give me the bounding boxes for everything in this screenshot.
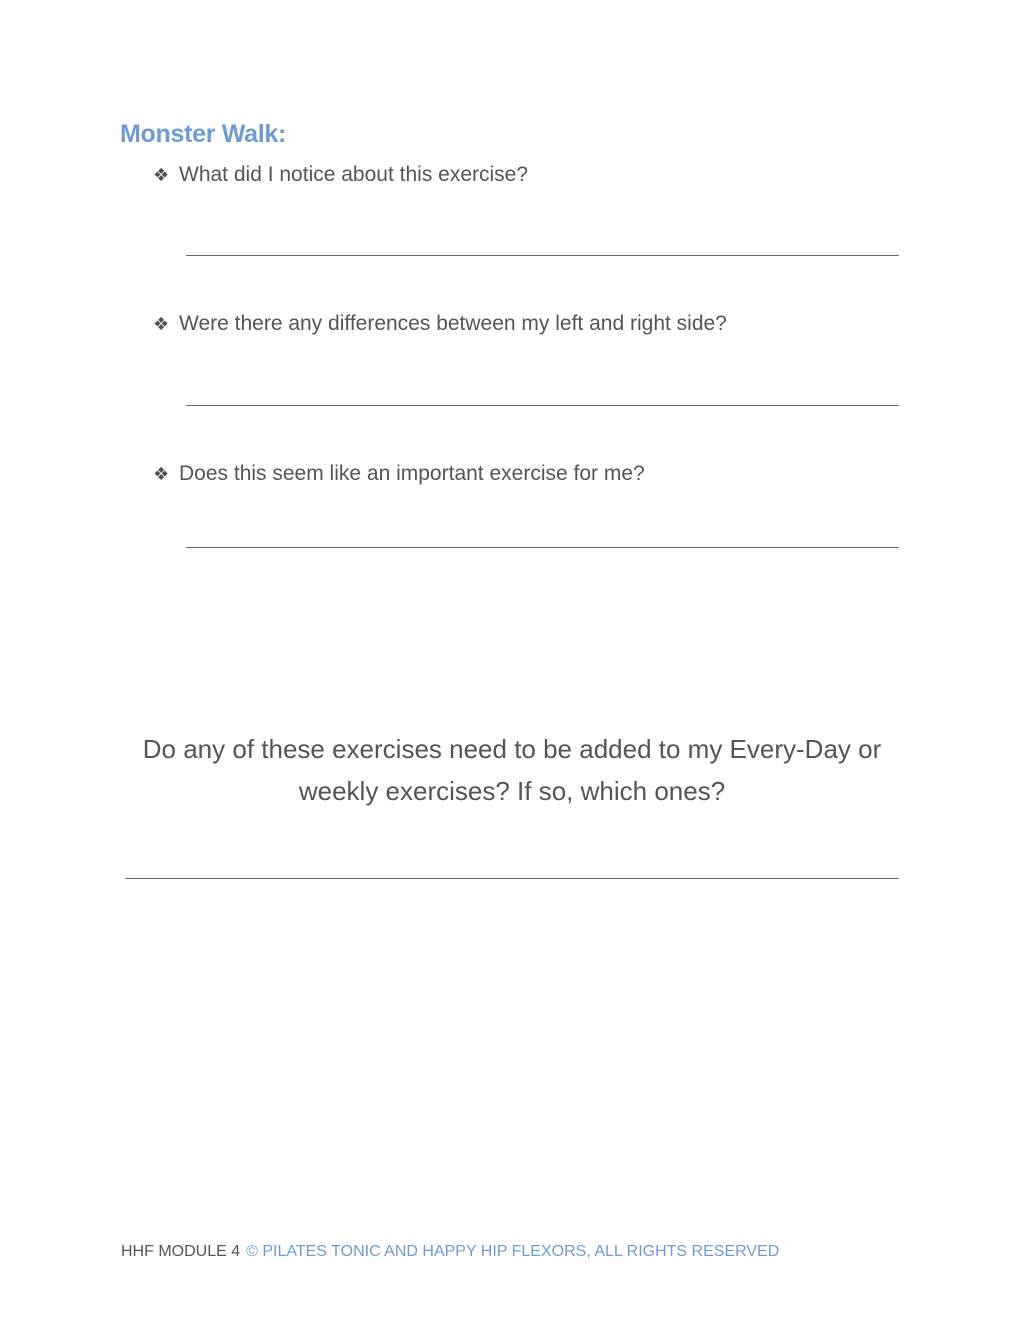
- page-footer: [121, 1243, 779, 1261]
- footer-module: HHF MODULE 4: [121, 1243, 241, 1260]
- answer-line-2[interactable]: [186, 405, 899, 406]
- question-text: Does this seem like an important exercise for me?: [179, 462, 645, 485]
- question-3: [153, 459, 645, 489]
- closing-question: [100, 728, 924, 812]
- diamond-bullet-icon: ❖: [153, 464, 170, 484]
- answer-line-3[interactable]: [186, 547, 899, 548]
- question-text: Were there any differences between my left and right side?: [179, 312, 727, 335]
- section-title: Monster Walk:: [120, 120, 287, 148]
- diamond-bullet-icon: ❖: [153, 314, 170, 334]
- closing-answer-line[interactable]: [125, 878, 899, 879]
- question-text: What did I notice about this exercise?: [179, 163, 529, 186]
- question-2: [153, 309, 727, 339]
- footer-copyright: © PILATES TONIC AND HAPPY HIP FLEXORS, ALL RIGHTS RESERVED: [246, 1243, 780, 1260]
- question-1: [153, 160, 528, 190]
- diamond-bullet-icon: ❖: [153, 165, 170, 185]
- answer-line-1[interactable]: [186, 255, 899, 256]
- closing-line-2: weekly exercises? If so, which ones?: [298, 776, 726, 806]
- closing-line-1: Do any of these exercises need to be added to my Every-Day or: [142, 734, 882, 764]
